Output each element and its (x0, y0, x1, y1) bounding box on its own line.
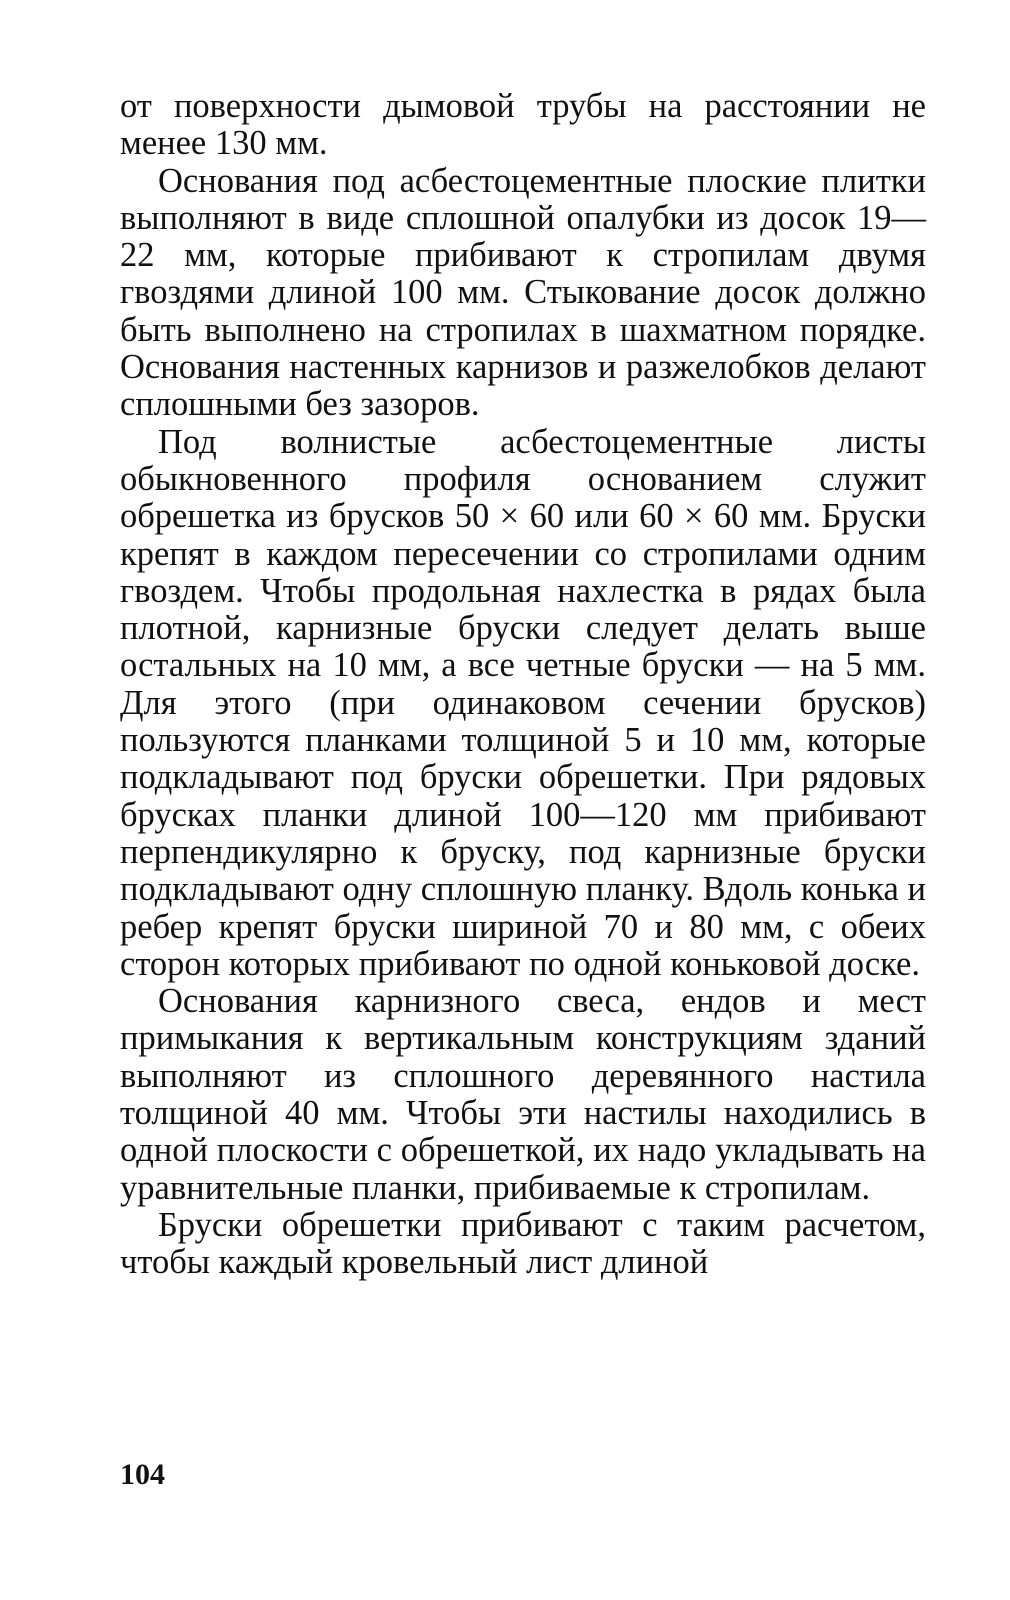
paragraph-continuation: от поверхности дымовой трубы на расстоянии не менее 130 мм. (120, 87, 926, 163)
page-text-column (120, 88, 926, 1282)
page-number: 104 (120, 1458, 165, 1491)
paragraph-flat-tiles-base: Основания под асбестоцементные плоские плитки выполняют в виде сплошной опалубки из досок 19—22 мм, которые прибивают к стропилам двумя гвоздями длиной 100 мм. Стыкование досок должно быть выполнено на стропилах в шахматном порядке. Основания настенных карнизов и разжелобков делают сплошными без зазоров. (120, 161, 926, 424)
paragraph-corrugated-sheets-battens: Под волнистые асбестоцементные листы обыкновенного профиля основанием служит обрешетка из брусков 50 × 60 или 60 × 60 мм. Бруски крепят в каждом пересечении со стропилами одним гвоздем. Чтобы продольная нахлестка в рядах была плотной, карнизные бруски следует делать выше остальных на 10 мм, а все четные бруски — на 5 мм. Для этого (при одинаковом сечении брусков) пользуются планками толщиной 5 и 10 мм, которые подкладывают под бруски обрешетки. При рядовых брусках планки длиной 100—120 мм прибивают перпендикулярно к бруску, под карнизные бруски подкладывают одну сплошную планку. Вдоль конька и ребер крепят бруски шириной 70 и 80 мм, с обеих сторон которых прибивают по одной коньковой доске. (120, 422, 926, 983)
paragraph-eaves-valleys-base: Основания карнизного свеса, ендов и мест примыкания к вертикальным конструкциям зданий выполняют из сплошного деревянного настила толщиной 40 мм. Чтобы эти настилы находились в одной плоскости с обрешеткой, их надо укладывать на уравнительные планки, прибиваемые к стропилам. (120, 982, 926, 1207)
paragraph-batten-nailing: Бруски обрешетки прибивают с таким расчетом, чтобы каждый кровельный лист длиной (120, 1205, 926, 1282)
